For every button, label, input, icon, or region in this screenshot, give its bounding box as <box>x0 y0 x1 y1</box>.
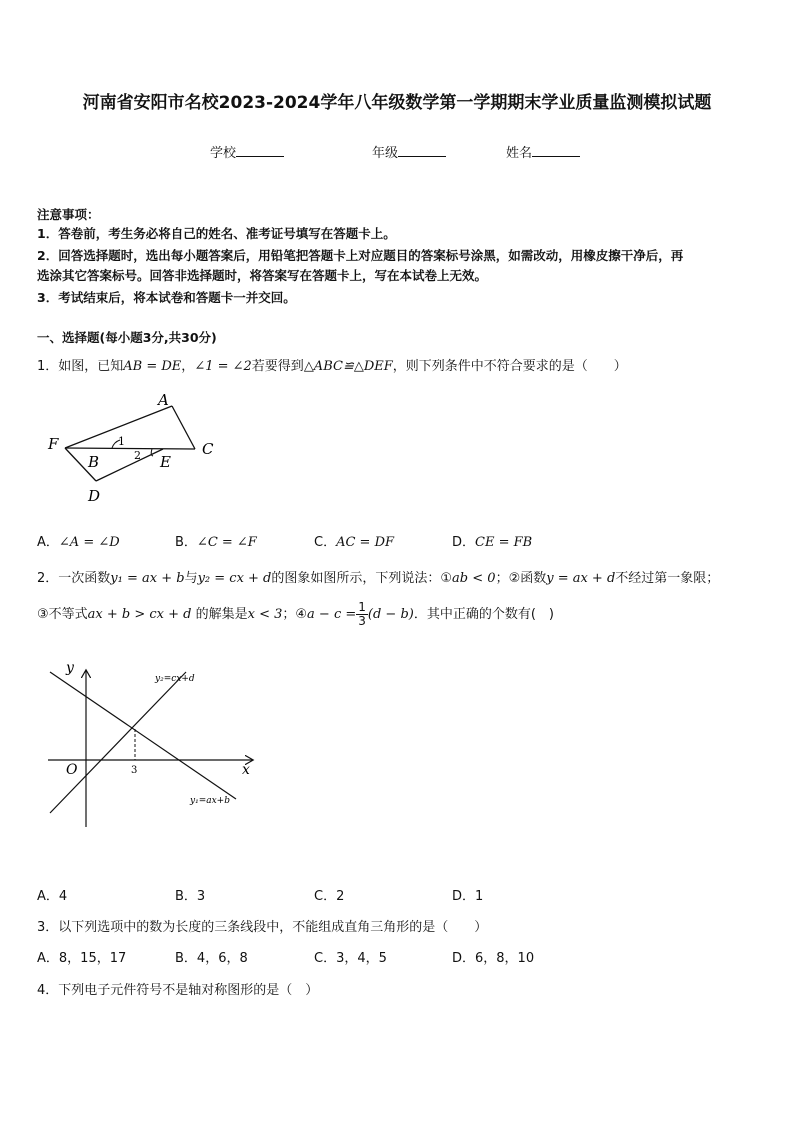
label-A: A <box>158 391 169 409</box>
origin-label: O <box>66 762 78 778</box>
q1-figure <box>40 388 230 510</box>
q1-cond1: AB = DE <box>123 359 182 374</box>
label-D: D <box>88 487 101 505</box>
q2-line1: 2．一次函数y₁ = ax + b与y₂ = cx + d的图象如图所示，下列说法：①ab < 0；②函数y = ax + d不经过第一象限； <box>37 571 720 586</box>
label-angle2: 2 <box>134 449 141 462</box>
line-y2 <box>50 672 186 813</box>
grade-blank[interactable] <box>398 155 446 157</box>
grade-field <box>372 142 446 161</box>
q1-option-b[interactable]: B．∠C = ∠F <box>175 535 257 550</box>
fraction-one-third: $\frac{1}{3}$ <box>358 600 366 628</box>
q2-option-c[interactable]: C．2 <box>314 889 345 904</box>
notice-item-3: 3．考试结束后，将本试卷和答题卡一并交回。 <box>37 290 296 305</box>
label-angle1: 1 <box>118 435 125 448</box>
line-DE <box>96 449 163 481</box>
q3-option-c[interactable]: C．3，4，5 <box>314 951 387 966</box>
q4-stem: 4．下列电子元件符号不是轴对称图形的是（ ） <box>37 983 319 998</box>
q1-option-d[interactable]: D．CE = FB <box>452 535 533 550</box>
school-field <box>210 142 284 161</box>
q1-option-c[interactable]: C．AC = DF <box>314 535 395 550</box>
q3-option-b[interactable]: B．4，6，8 <box>175 951 248 966</box>
tick-label-3: 3 <box>131 765 138 776</box>
q1-prefix: 1．如图，已知 <box>37 359 124 374</box>
q2-y2: y₂ = cx + d <box>197 571 272 586</box>
q1-stem <box>37 355 627 374</box>
notice-heading: 注意事项： <box>37 207 100 222</box>
angle2-arc <box>151 449 153 456</box>
page-title: 河南省安阳市名校2023-2024学年八年级数学第一学期期末学业质量监测模拟试题 <box>82 93 712 113</box>
q2-option-d[interactable]: D．1 <box>452 889 484 904</box>
line-FC <box>65 448 195 449</box>
q1-cond3: △ABC≌△DEF <box>303 359 393 374</box>
q1-suffix: ，则下列条件中不符合要求的是（ ） <box>392 359 627 374</box>
grade-label: 年级 <box>372 146 399 161</box>
y-axis-label: y <box>66 660 74 676</box>
label-F: F <box>48 435 59 453</box>
q2-option-a[interactable]: A．4 <box>37 889 68 904</box>
q2-line2: ③不等式ax + b > cx + d 的解集是x < 3；④a − c = $\frac{1}{3}$ (d − b)．其中正确的个数有( ) <box>37 600 555 628</box>
name-blank[interactable] <box>532 155 580 157</box>
q1-option-a[interactable]: A．∠A = ∠D <box>37 535 120 550</box>
notice-item-2-cont: 选涂其它答案标号。回答非选择题时，将答案写在答题卡上，写在本试卷上无效。 <box>37 268 488 283</box>
notice-item-1: 1．答卷前，考生务必将自己的姓名、准考证号填写在答题卡上。 <box>37 226 396 241</box>
line-y2-label: y₂=cx+d <box>155 674 195 684</box>
q2-graph <box>40 655 270 835</box>
label-E: E <box>160 453 171 471</box>
q3-option-a[interactable]: A．8，15，17 <box>37 951 127 966</box>
q1-sep1: ， <box>181 359 195 374</box>
q3-stem: 3．以下列选项中的数为长度的三条线段中，不能组成直角三角形的是（ ） <box>37 920 488 935</box>
school-blank[interactable] <box>236 155 284 157</box>
label-C: C <box>202 440 214 458</box>
name-label: 姓名 <box>506 146 533 161</box>
line-AC <box>172 406 195 449</box>
name-field <box>506 142 580 161</box>
line-y1 <box>50 672 236 799</box>
section-heading: 一、选择题(每小题3分,共30分) <box>37 330 217 345</box>
notice-item-2: 2．回答选择题时，选出每小题答案后，用铅笔把答题卡上对应题目的答案标号涂黑，如需改动，用橡皮擦干净后，再 <box>37 248 684 263</box>
label-B: B <box>88 453 100 471</box>
q2-option-b[interactable]: B．3 <box>175 889 206 904</box>
q2-y1: y₁ = ax + b <box>110 571 185 586</box>
line-y1-label: y₁=ax+b <box>190 796 230 806</box>
q3-option-d[interactable]: D．6，8，10 <box>452 951 535 966</box>
q1-cond2: ∠1 = ∠2 <box>194 359 252 374</box>
q1-mid: 若要得到 <box>251 359 304 374</box>
school-label: 学校 <box>210 146 237 161</box>
x-axis-label: x <box>242 762 250 778</box>
